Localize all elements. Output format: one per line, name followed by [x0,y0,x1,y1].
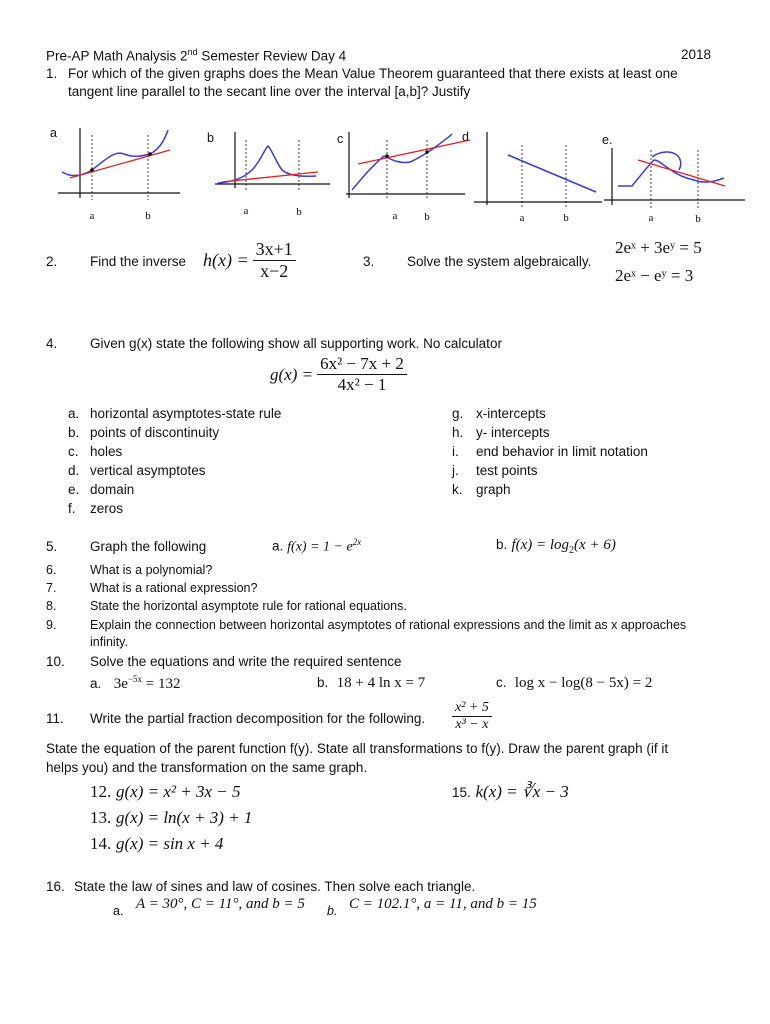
graph-c-tick-b: b [424,211,430,223]
q5-a: a. $f(x) = 1 - e^{2x}$ [272,537,362,555]
parent-instruction-line2: helps you) and the transformation on the same graph. [46,760,368,775]
list-item: e. domain [68,482,135,497]
graph-d-line [508,155,596,192]
q2-text: Find the inverse [90,254,187,269]
q11-text: Write the partial fraction decomposition for the following. [90,711,426,726]
graph-label-a: a [50,126,57,140]
q5-text: Graph the following [90,539,207,554]
q14: 14. g(x) = sin x + 4 [90,834,224,853]
graph-d-tick-a: a [519,212,525,224]
graph-b [215,132,330,190]
q5-b: b. $f(x) = \log_2(x + 6)$ [496,537,616,556]
q2-number: 2. [46,254,58,269]
graph-d [474,132,602,208]
graph-a-tick-a: a [89,210,95,222]
parent-instruction-line1: State the equation of the parent function f(y). State all transformations to f(y). Draw the parent graph (if it [46,741,669,756]
graph-a-secant [70,150,170,178]
q5-number: 5. [46,539,58,554]
list-item: k. graph [452,482,511,497]
q16-b-expr: C = 102.1°, a = 11, and b = 15 [349,896,537,912]
q10-c: c. log x − log(8 − 5x) = 2 [496,675,653,691]
q1-text-line1: For which of the given graphs does the Mean Value Theorem guaranteed that there exists at least one [68,66,678,81]
q11-expression: $\frac{\text{x² + 5}}{\text{x³ − x}}$ [452,700,492,733]
q10-b: b. 18 + 4 ln x = 7 [317,675,426,691]
graph-b-tick-a: a [243,205,249,217]
graph-label-c: c [337,132,344,146]
q16-a-label: a. [113,904,124,918]
q16-text: State the law of sines and law of cosines. Then solve each triangle. [74,879,476,894]
q4-number: 4. [46,336,58,351]
graph-c [346,132,470,200]
graph-b-tick-b: b [296,206,302,218]
q6-number: 6. [46,563,57,577]
q10-number: 10. [46,654,65,669]
graph-c-tick-a: a [392,210,398,222]
q3-eq1: 2eˣ + 3eʸ = 5 [615,238,702,257]
q9-number: 9. [46,618,57,632]
q16-number: 16. [46,879,65,894]
q3-text: Solve the system algebraically. [407,254,592,269]
graph-b-secant [222,172,318,182]
q13: 13. g(x) = ln(x + 3) + 1 [90,808,253,827]
q7-number: 7. [46,581,57,595]
document-year: 2018 [681,47,712,62]
list-item: i. end behavior in limit notation [452,444,648,459]
q1-text-line2: tangent line parallel to the secant line over the interval [a,b]? Justify [68,84,471,99]
graph-e-tick-b: b [695,213,701,225]
q12: 12. g(x) = x² + 3x − 5 [90,782,241,801]
list-item: h. y- intercepts [452,425,550,440]
q2-expression: h(x) = $\frac{3x+1}{x-2}$ [203,239,296,282]
q6-text: What is a polynomial? [90,563,213,577]
list-item: f. zeros [68,501,124,516]
list-item: g. x-intercepts [452,406,546,421]
list-item: c. holes [68,444,123,459]
graph-label-e: e. [602,133,613,147]
list-item: a. horizontal asymptotes-state rule [68,406,282,421]
q10-text: Solve the equations and write the required sentence [90,654,402,669]
graph-label-b: b [207,131,214,145]
q8-text: State the horizontal asymptote rule for rational equations. [90,599,407,613]
graph-a-tick-b: b [145,210,151,222]
q15: 15. k(x) = ∛x − 3 [452,782,569,801]
q10-a: a. $3e^{-5x} = 132$ [90,674,181,692]
q9-text-cont: infinity. [90,635,128,649]
graph-a-curve [62,130,168,176]
document-title: Pre-AP Math Analysis 2nd Semester Review Day 4 [46,47,347,64]
mvt-graphs [0,0,770,240]
q8-number: 8. [46,599,57,613]
list-item: d. vertical asymptotes [68,463,206,478]
graph-d-tick-b: b [563,212,569,224]
q7-text: What is a rational expression? [90,581,258,595]
q1-number: 1. [46,66,58,81]
q4-right-list [452,404,648,499]
graph-a [58,128,180,200]
graph-e-tick-a: a [648,212,654,224]
q4-expression: g(x) = $\frac{\text{6x² − 7x + 2}}{\text{4x² − 1}}$ [270,354,407,395]
q11-number: 11. [46,711,64,726]
q9-text: Explain the connection between horizontal asymptotes of rational expressions and the limit as x approaches [90,618,687,632]
q16-a-expr: A = 30°, C = 11°, and b = 5 [136,896,305,912]
q3-eq2: 2eˣ − eʸ = 3 [615,266,694,285]
q3-number: 3. [363,254,375,269]
q4-text: Given g(x) state the following show all supporting work. No calculator [90,336,502,351]
q16-b-label: b. [327,904,338,918]
list-item: j. test points [452,463,538,478]
q4-left-list [68,404,281,518]
list-item: b. points of discontinuity [68,425,220,440]
graph-label-d: d [462,130,469,144]
graph-e-curve [618,160,724,186]
graph-e [604,148,745,208]
